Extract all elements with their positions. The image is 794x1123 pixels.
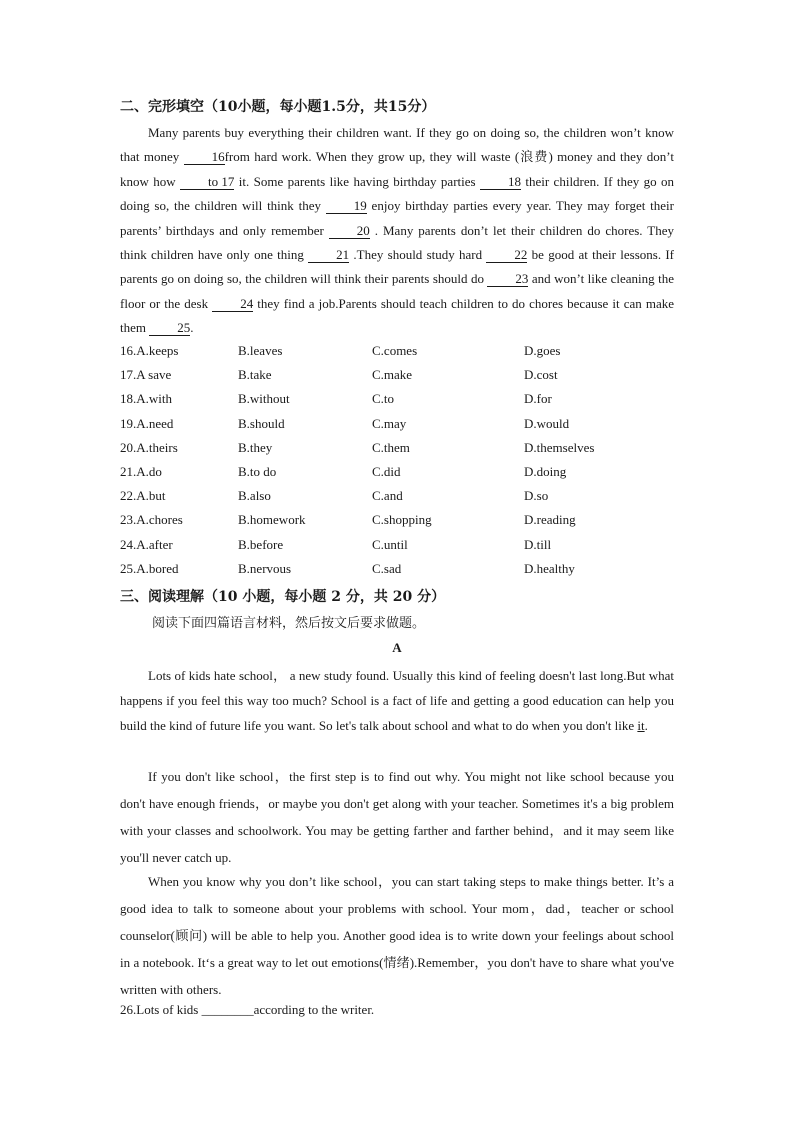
passage-text: enjoy birthday parties every year. They may forget their parents’ birthdays and only remember bbox=[120, 198, 674, 238]
option-b: B.leaves bbox=[238, 343, 283, 358]
option-c: C.may bbox=[372, 415, 407, 431]
underlined-word-it: it bbox=[637, 718, 645, 733]
blank-number: 24 bbox=[212, 297, 253, 312]
question-row bbox=[120, 440, 674, 464]
reading-paragraph-2: If you don't like school，the first step is to find out why. You might not like school because you don't have enough friends，or maybe you don't get along with your teacher. Sometimes it's a big problem with your classes and schoolwork. You may be getting farther and farther behind，and it may seem like you'll never catch up. bbox=[120, 769, 674, 865]
option-a: 24.A.after bbox=[120, 536, 173, 552]
question-row bbox=[120, 416, 674, 440]
section-2-title: 二、完形填空（10小题，每小题1.5分，共15分） bbox=[120, 99, 436, 115]
option-a: 21.A.do bbox=[120, 463, 162, 479]
option-d: D.goes bbox=[524, 343, 561, 358]
option-b: B.they bbox=[238, 439, 273, 455]
passage-text: their children. If they go on doing so, the children will think they bbox=[120, 173, 674, 214]
blank-number: 23 bbox=[487, 272, 528, 287]
option-d: D.reading bbox=[524, 512, 576, 528]
blank-number: 22 bbox=[486, 248, 527, 263]
blank-number: 18 bbox=[480, 175, 521, 190]
option-c: C.did bbox=[372, 463, 401, 479]
option-a: 18.A.with bbox=[120, 391, 172, 407]
passage-text: from hard work. When they grow up, they will waste (浪费) money and they don’t know how bbox=[120, 149, 674, 189]
question-26: 26.Lots of kids ________according to the writer. bbox=[120, 1002, 375, 1017]
question-row bbox=[120, 488, 674, 512]
question-row bbox=[120, 367, 674, 391]
passage-text: it. Some parents like having birthday parties bbox=[234, 173, 480, 189]
passage-text: . Many parents don’t let their children do chores. They think children have only one thing bbox=[120, 222, 674, 263]
question-row bbox=[120, 343, 674, 367]
option-a: 22.A.but bbox=[120, 488, 166, 504]
option-d: D.themselves bbox=[524, 439, 595, 455]
option-b: B.before bbox=[238, 536, 284, 552]
passage-label: A bbox=[392, 640, 402, 655]
option-d: D.doing bbox=[524, 463, 567, 479]
option-a: 19.A.need bbox=[120, 415, 174, 431]
passage-text: Many parents buy everything their children want. If they go on doing so, the children won’t know that money bbox=[120, 125, 674, 165]
option-b: B.nervous bbox=[238, 560, 292, 576]
option-b: B.without bbox=[238, 391, 290, 407]
paragraph-1-text: Lots of kids hate school， a new study found. Usually this kind of feeling doesn't last long.But what happens if you feel this way too much? School is a fact of life and getting a good education can help you build the kind of future life you want. So let's talk about school and what to do when you don't like bbox=[120, 668, 674, 733]
blank-number: 16 bbox=[184, 150, 225, 165]
option-c: C.until bbox=[372, 536, 408, 552]
option-d: D.cost bbox=[524, 367, 558, 383]
passage-text: . bbox=[190, 320, 194, 336]
option-b: B.take bbox=[238, 367, 272, 383]
cloze-passage bbox=[120, 121, 674, 341]
paragraph-1-end: . bbox=[644, 718, 648, 733]
option-d: D.healthy bbox=[524, 560, 575, 576]
question-row bbox=[120, 391, 674, 415]
blank-number: to 17 bbox=[180, 175, 234, 190]
question-row bbox=[120, 464, 674, 488]
option-d: D.till bbox=[524, 536, 552, 552]
option-c: C.sad bbox=[372, 560, 402, 576]
option-a: 16.A.keeps bbox=[120, 343, 179, 358]
blank-number: 20 bbox=[329, 224, 370, 239]
blank-number: 25 bbox=[149, 321, 190, 336]
option-c: C.and bbox=[372, 488, 403, 504]
option-c: C.to bbox=[372, 391, 395, 407]
blank-number: 21 bbox=[308, 248, 349, 263]
cloze-options bbox=[120, 343, 674, 585]
option-d: D.for bbox=[524, 391, 552, 407]
reading-paragraph-1 bbox=[120, 663, 674, 738]
question-row bbox=[120, 561, 674, 585]
option-a: 25.A.bored bbox=[120, 560, 179, 576]
option-d: D.so bbox=[524, 488, 549, 504]
option-c: C.make bbox=[372, 367, 413, 383]
option-b: B.to do bbox=[238, 463, 277, 479]
reading-instruction: 阅读下面四篇语言材料，然后按文后要求做题。 bbox=[152, 616, 426, 631]
option-b: B.also bbox=[238, 488, 271, 504]
option-c: C.them bbox=[372, 439, 410, 455]
question-row bbox=[120, 512, 674, 536]
option-b: B.should bbox=[238, 415, 285, 431]
option-c: C.shopping bbox=[372, 512, 432, 528]
passage-text: and won’t like cleaning the floor or the desk bbox=[120, 271, 674, 311]
option-a: 23.A.chores bbox=[120, 512, 183, 528]
reading-paragraph-3: When you know why you don’t like school，you can start taking steps to make things better. It’s a good idea to talk to someone about your problems with school. Your mom，dad，teacher or school counselor(顾问) will be able to help you. Another good idea is to write down your feelings about school in a notebook. It‘s a great way to let out emotions(情绪).Remember，you don't have to share what you've written with others. bbox=[120, 874, 674, 997]
passage-text: .They should study hard bbox=[349, 247, 487, 263]
option-b: B.homework bbox=[238, 512, 306, 528]
section-3-title: 三、阅读理解（10 小题，每小题 2 分，共 20 分） bbox=[120, 589, 446, 605]
option-d: D.would bbox=[524, 415, 570, 431]
question-row bbox=[120, 537, 674, 561]
option-a: 17.A save bbox=[120, 367, 172, 383]
option-c: C.comes bbox=[372, 343, 418, 358]
passage-text: be good at their lessons. If parents go on doing so, the children will think their parents should do bbox=[120, 247, 674, 287]
option-a: 20.A.theirs bbox=[120, 439, 178, 455]
blank-number: 19 bbox=[326, 199, 367, 214]
passage-text: they find a job.Parents should teach children to do chores because it can make them bbox=[120, 295, 674, 336]
